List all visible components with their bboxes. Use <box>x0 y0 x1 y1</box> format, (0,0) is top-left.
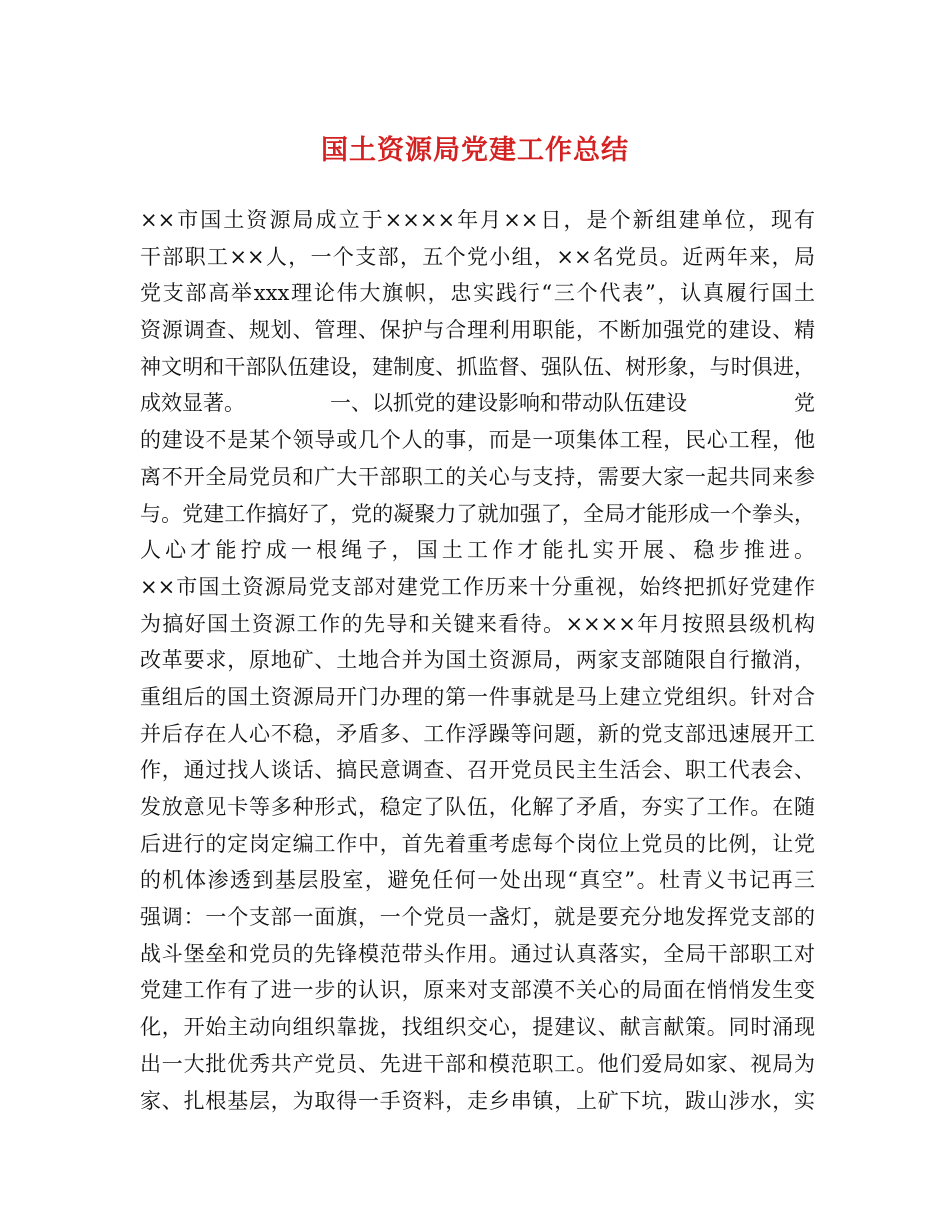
text-line: 资源调查、规划、管理、保护与合理利用职能，不断加强党的建设、精 <box>140 318 815 343</box>
document-body <box>140 202 815 1119</box>
text-line: 发放意见卡等多种形式，稳定了队伍，化解了矛盾，夯实了工作。在随 <box>140 795 815 819</box>
text-line: 改革要求，原地矿、土地合并为国土资源局，两家支部随限自行撤消， <box>140 648 815 673</box>
text-line: 的机体渗透到基层股室，避免任何一处出现“真空”。杜青义书记再三 <box>140 868 815 893</box>
section-heading: 一、以抓党的建设影响和带动队伍建设 <box>330 391 687 416</box>
text-line: 家、扎根基层，为取得一手资料，走乡串镇，上矿下坑，跋山涉水，实 <box>140 1088 815 1113</box>
text-line: 战斗堡垒和党员的先锋模范带头作用。通过认真落实，全局干部职工对 <box>140 941 815 966</box>
text-line: 离不开全局党员和广大干部职工的关心与支持，需要大家一起共同来参 <box>140 464 815 489</box>
text-line: ××市国土资源局成立于××××年月××日，是个新组建单位，现有 <box>140 208 815 232</box>
document-title: 国土资源局党建工作总结 <box>321 135 629 166</box>
text-line: 党支部高举xxx理论伟大旗帜，忠实践行“三个代表”，认真履行国土 <box>140 281 815 306</box>
text-line: 重组后的国土资源局开门办理的第一件事就是马上建立党组织。针对合 <box>140 684 815 709</box>
text-line: 成效显著。 <box>140 391 245 416</box>
section-lead-char: 党 <box>794 391 815 416</box>
text-line: 化，开始主动向组织靠拢，找组织交心，提建议、献言献策。同时涌现 <box>140 1015 815 1040</box>
text-line: 出一大批优秀共产党员、先进干部和模范职工。他们爱局如家、视局为 <box>140 1051 815 1076</box>
text-line: 人心才能拧成一根绳子，国土工作才能扎实开展、稳步推进。 <box>140 538 815 563</box>
text-line: ××市国土资源局党支部对建党工作历来十分重视，始终把抓好党建作 <box>140 574 815 599</box>
text-line: 后进行的定岗定编工作中，首先着重考虑每个岗位上党员的比例，让党 <box>140 831 815 856</box>
text-line: 党建工作有了进一步的认识，原来对支部漠不关心的局面在悄悄发生变 <box>140 978 815 1003</box>
text-line: 干部职工××人，一个支部，五个党小组，××名党员。近两年来，局 <box>140 244 815 269</box>
text-line: 与。党建工作搞好了，党的凝聚力了就加强了，全局才能形成一个拳头， <box>140 501 815 526</box>
text-line: 为搞好国土资源工作的先导和关键来看待。××××年月按照县级机构 <box>140 611 815 636</box>
text-line: 作，通过找人谈话、搞民意调查、召开党员民主生活会、职工代表会、 <box>140 758 815 783</box>
text-line: 的建设不是某个领导或几个人的事，而是一项集体工程，民心工程，他 <box>140 428 815 453</box>
text-line: 并后存在人心不稳，矛盾多、工作浮躁等问题，新的党支部迅速展开工 <box>140 721 815 746</box>
text-line: 强调：一个支部一面旗，一个党员一盏灯，就是要充分地发挥党支部的 <box>140 905 815 930</box>
text-line: 神文明和干部队伍建设，建制度、抓监督、强队伍、树形象，与时俱进， <box>140 354 815 379</box>
text-line-with-heading <box>140 385 815 422</box>
